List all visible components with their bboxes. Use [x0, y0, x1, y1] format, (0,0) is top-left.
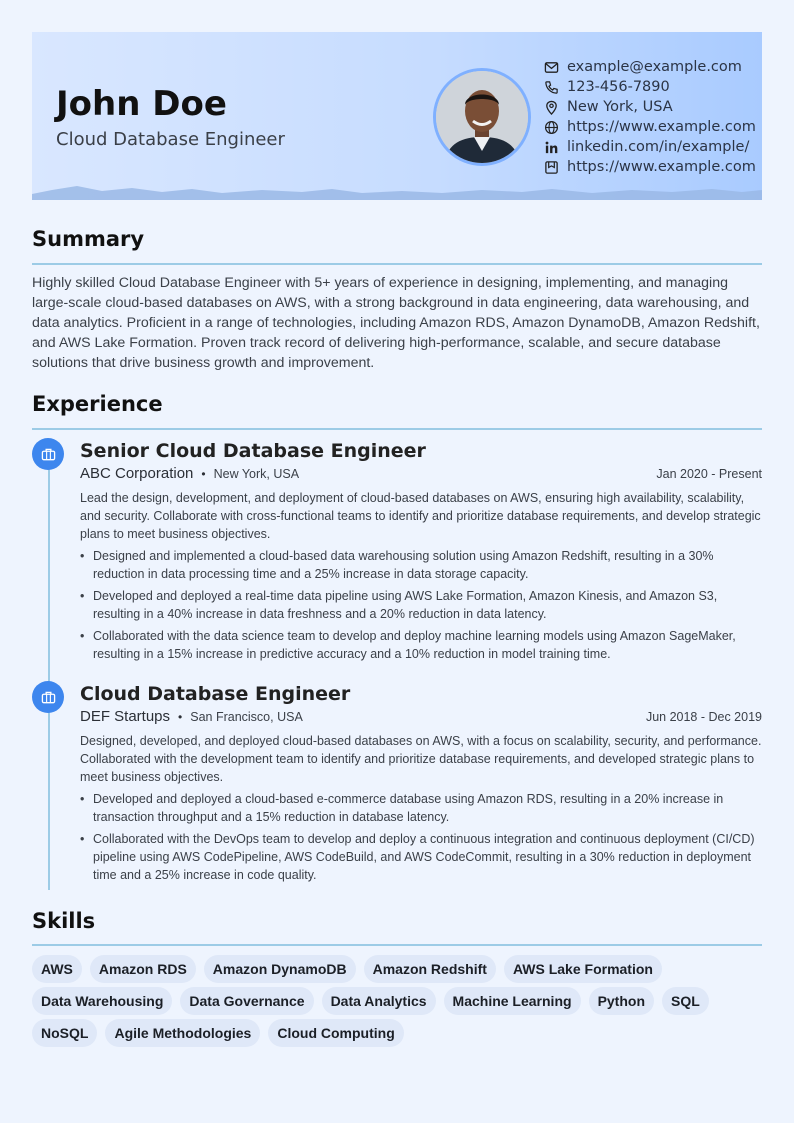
job-2-badge	[32, 681, 64, 713]
skill-chip: NoSQL	[32, 1019, 97, 1047]
skill-chip: Agile Methodologies	[105, 1019, 260, 1047]
experience-heading: Experience	[32, 392, 163, 416]
achievement-item: • Designed and implemented a cloud-based data warehousing solution using Amazon Redshift, resulting in a 30% reduction in data processing time and a 25% increase in data storage capacity.	[80, 547, 762, 583]
candidate-title: Cloud Database Engineer	[56, 129, 285, 150]
job-meta	[80, 708, 762, 728]
job-meta	[80, 465, 762, 485]
candidate-name: John Doe	[56, 84, 227, 124]
job-entry	[80, 439, 762, 667]
job-company: DEF Startups	[80, 708, 171, 725]
skill-chip: Data Warehousing	[32, 987, 172, 1015]
skills-heading: Skills	[32, 909, 96, 933]
contact-website-text: https://www.example.com	[567, 119, 756, 135]
experience-divider	[32, 428, 762, 430]
job-entry	[80, 682, 762, 888]
globe-icon	[544, 120, 559, 135]
skill-chip: Data Governance	[180, 987, 313, 1015]
achievement-item: • Developed and deployed a real-time data pipeline using AWS Lake Formation, Amazon Kinesis, and Amazon S3, resulting in a 40% increase in data freshness and a 20% reduction in data latency.	[80, 587, 762, 623]
skill-chip: Data Analytics	[322, 987, 436, 1015]
linkedin-icon	[544, 140, 559, 155]
separator-dot: •	[178, 710, 183, 724]
achievement-item: • Collaborated with the data science team to develop and deploy machine learning models using Amazon SageMaker, resulting in a 15% increase in predictive accuracy and a 10% reduction in model training time.	[80, 627, 762, 663]
email-icon	[544, 60, 559, 75]
location-icon	[544, 100, 559, 115]
skill-chip: Amazon DynamoDB	[204, 955, 356, 983]
contact-website[interactable]	[544, 117, 756, 137]
skills-divider	[32, 944, 762, 946]
contact-phone-text: 123-456-7890	[567, 79, 670, 95]
job-dates: Jan 2020 - Present	[656, 467, 762, 481]
job-location: New York, USA	[213, 467, 300, 481]
contact-email[interactable]	[544, 57, 756, 77]
skill-chip: SQL	[662, 987, 709, 1015]
achievement-item: • Collaborated with the DevOps team to develop and deploy a continuous integration and continuous deployment (CI/CD) pipeline using AWS CodePipeline, AWS CodeBuild, and AWS CodeCommit, resulting in a 30% reduction in deployment time and a 25% increase in code quality.	[80, 830, 762, 884]
portfolio-icon	[544, 160, 559, 175]
summary-heading: Summary	[32, 227, 145, 251]
summary-divider	[32, 263, 762, 265]
skill-chip: Amazon RDS	[90, 955, 196, 983]
job-achievements	[80, 547, 762, 663]
skill-chip: Python	[589, 987, 654, 1015]
contact-linkedin[interactable]	[544, 137, 756, 157]
experience-timeline	[48, 450, 50, 890]
contact-portfolio-text: https://www.example.com	[567, 159, 756, 175]
contact-location	[544, 97, 756, 117]
contact-email-text: example@example.com	[567, 59, 742, 75]
skill-chip: AWS Lake Formation	[504, 955, 662, 983]
job-achievements	[80, 790, 762, 884]
achievement-item: • Developed and deployed a cloud-based e-commerce database using Amazon RDS, resulting in a 20% increase in transaction throughput and a 15% reduction in database latency.	[80, 790, 762, 826]
resume-header	[32, 32, 762, 200]
skill-chip: Cloud Computing	[268, 1019, 403, 1047]
job-role: Senior Cloud Database Engineer	[80, 440, 426, 462]
contact-phone[interactable]	[544, 77, 756, 97]
job-role: Cloud Database Engineer	[80, 683, 351, 705]
contact-linkedin-text: linkedin.com/in/example/	[567, 139, 750, 155]
job-company: ABC Corporation	[80, 465, 194, 482]
summary-text: Highly skilled Cloud Database Engineer with 5+ years of experience in designing, implementing, and managing large-scale cloud-based databases on AWS, with a strong background in data engineering, data warehousing, and data analytics. Proficient in a range of technologies, including Amazon RDS, Amazon DynamoDB, Amazon Redshift, and AWS Lake Formation. Proven track record of delivering high-performance, scalable, and secure database solutions that drive business growth and improvement.	[32, 275, 760, 371]
header-wave-decoration	[32, 180, 762, 200]
job-description: Designed, developed, and deployed cloud-based databases on AWS, with a focus on scalability, security, and performance. Collaborated with the development team to identify and prioritize database requirements, and developed strategic plans to meet business objectives.	[80, 734, 762, 784]
skills-list	[32, 955, 772, 1051]
briefcase-icon	[41, 447, 56, 462]
contact-portfolio[interactable]	[544, 157, 756, 177]
briefcase-icon	[41, 690, 56, 705]
separator-dot: •	[201, 467, 206, 481]
job-dates: Jun 2018 - Dec 2019	[645, 710, 762, 724]
job-description: Lead the design, development, and deployment of cloud-based databases on AWS, ensuring high availability, scalability, and security. Collaborate with cross-functional teams to identify and prioritize database requirements, and develop strategic plans to meet business objectives.	[80, 491, 761, 541]
skill-chip: AWS	[32, 955, 82, 983]
profile-photo	[433, 68, 531, 166]
contact-list	[544, 57, 756, 177]
phone-icon	[544, 80, 559, 95]
job-1-badge	[32, 438, 64, 470]
job-location: San Francisco, USA	[190, 710, 303, 724]
contact-location-text: New York, USA	[567, 99, 673, 115]
skill-chip: Machine Learning	[444, 987, 581, 1015]
skill-chip: Amazon Redshift	[364, 955, 496, 983]
